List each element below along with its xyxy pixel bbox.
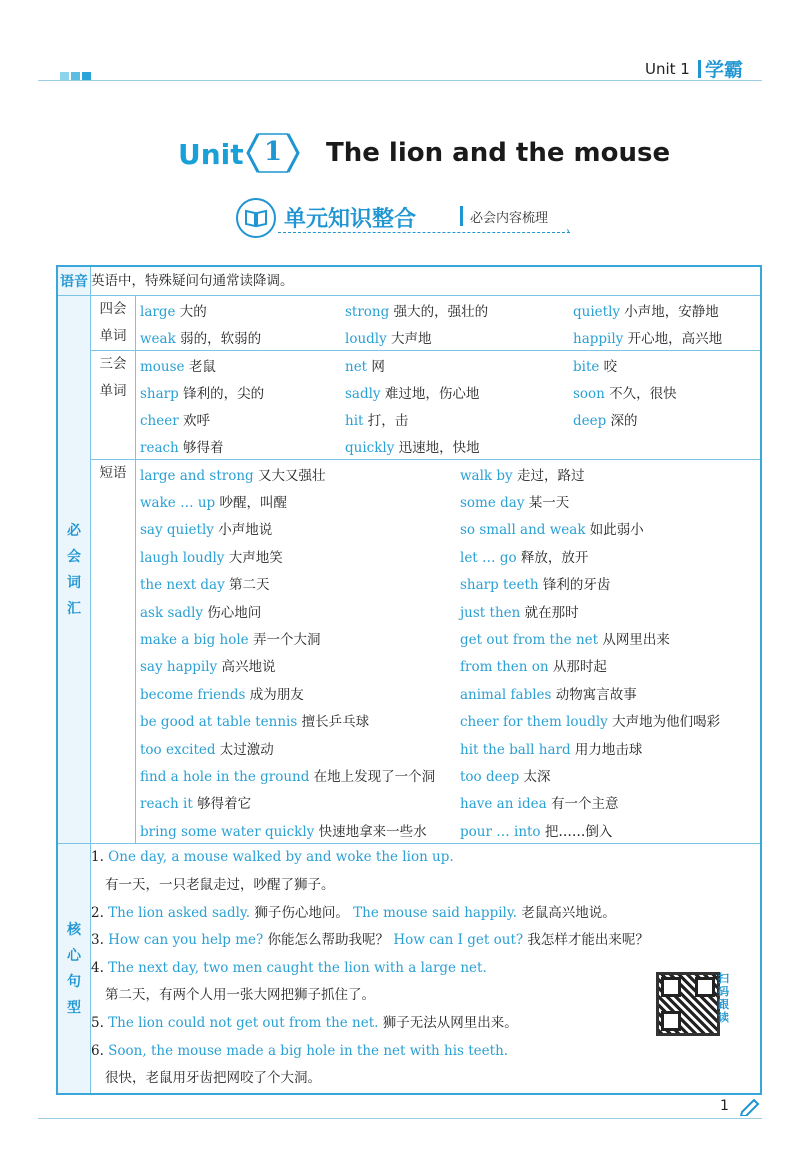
phrase-row — [136, 570, 760, 597]
word-zh: 欢呼 — [178, 412, 210, 429]
sentence-zh: 老鼠高兴地说。 — [516, 904, 616, 921]
word-zh: 吵醒，叫醒 — [215, 495, 287, 512]
sentence-zh: 你能怎么帮助我呢？ — [263, 932, 390, 949]
phrase-col-2 — [460, 765, 760, 785]
word-en: pour … into — [460, 823, 541, 840]
word-zh: 锋利的牙齿 — [538, 577, 611, 594]
arrow-icon: › — [566, 226, 570, 237]
word-col-2 — [345, 436, 573, 456]
phrase-row — [136, 487, 760, 514]
word-en: hit — [345, 412, 364, 429]
phrase-col-1 — [136, 765, 460, 785]
phrase-row — [136, 624, 760, 651]
sentence-num: 4. — [91, 959, 104, 976]
brand-logo — [698, 55, 743, 82]
word-zh: 开心地，高兴地 — [623, 330, 723, 347]
word-row — [136, 323, 760, 350]
word-zh: 咬 — [599, 358, 618, 375]
word-en: wake … up — [140, 495, 216, 512]
word-col-2 — [345, 382, 573, 402]
word-zh: 就在那时 — [520, 604, 579, 621]
word-zh: 大声地为他们喝彩 — [607, 714, 721, 731]
bihui-label — [57, 296, 91, 844]
phrase-row — [136, 597, 760, 624]
word-en: become friends — [140, 686, 246, 703]
sentence-zh: 第二天，有两个人用一张大网把狮子抓住了。 — [105, 987, 375, 1004]
word-en: cheer for them loudly — [460, 714, 608, 731]
word-row — [136, 405, 760, 432]
title-unit-word: Unit — [178, 138, 244, 171]
word-zh: 把……倒入 — [540, 823, 613, 840]
phrase-col-1 — [136, 546, 460, 566]
sentence-en: The lion could not get out from the net. — [103, 1015, 379, 1032]
word-zh: 够得着它 — [192, 796, 252, 813]
sentence-en: Soon, the mouse made a big hole in the net with his teeth. — [103, 1042, 509, 1059]
word-zh: 不久，很快 — [604, 385, 677, 402]
word-en: the next day — [140, 577, 225, 594]
phrase-col-2 — [460, 628, 760, 648]
qr-label: 扫码跟读 — [718, 972, 729, 1024]
word-en: quietly — [573, 303, 621, 320]
word-col-3 — [573, 327, 760, 347]
phrase-col-1 — [136, 464, 460, 484]
word-zh: 大的 — [175, 303, 207, 320]
sentence-en: How can you help me? — [103, 932, 264, 949]
section-title: 单元知识整合 — [284, 207, 417, 232]
core-label — [57, 844, 91, 1094]
qr-code[interactable] — [656, 972, 720, 1036]
word-en: strong — [345, 303, 390, 320]
phrase-col-1 — [136, 655, 460, 675]
word-en: find a hole in the ground — [140, 768, 310, 785]
word-zh: 大声地 — [386, 330, 432, 347]
header-unit-label: Unit 1 — [645, 60, 690, 78]
word-col-1 — [136, 382, 345, 402]
word-row — [136, 296, 760, 323]
phrases-label: 短语 — [91, 460, 136, 844]
word-zh: 老鼠 — [184, 358, 216, 375]
sentence-line — [91, 1065, 760, 1093]
phrase-col-1 — [136, 820, 460, 840]
phrase-col-1 — [136, 491, 460, 511]
sentence-num: 1. — [91, 849, 104, 866]
decorative-squares — [60, 66, 93, 85]
phrase-col-1 — [136, 792, 460, 812]
phrase-row — [136, 515, 760, 542]
title-unit-number: 1 — [263, 137, 283, 167]
word-zh: 太过激动 — [215, 741, 274, 758]
word-zh: 从网里出来 — [598, 632, 670, 649]
word-zh: 弄一个大洞 — [248, 632, 321, 649]
yuyin-text: 英语中，特殊疑问句通常读降调。 — [91, 266, 762, 296]
word-en: too excited — [140, 741, 216, 758]
phrase-col-1 — [136, 601, 460, 621]
phrase-col-2 — [460, 601, 760, 621]
sentence-en: The lion asked sadly. — [103, 904, 251, 921]
word-col-1 — [136, 355, 345, 375]
phrase-col-1 — [136, 738, 460, 758]
phrase-col-2 — [460, 573, 760, 593]
word-col-2 — [345, 327, 573, 347]
word-row — [136, 378, 760, 405]
header-divider — [38, 80, 762, 81]
footer-divider — [38, 1118, 762, 1119]
word-zh: 深的 — [606, 412, 638, 429]
phrase-row — [136, 816, 760, 843]
word-en: let … go — [460, 549, 517, 566]
word-en: mouse — [140, 358, 185, 375]
word-zh: 在地上发现了一个洞 — [309, 768, 436, 785]
sentence-en: One day, a mouse walked by and woke the lion up. — [103, 849, 454, 866]
word-col-2 — [345, 355, 573, 375]
word-en: happily — [573, 330, 624, 347]
word-zh: 锋利的，尖的 — [178, 385, 265, 402]
section-header — [236, 198, 576, 240]
sentence-line — [91, 1038, 760, 1066]
sentence-num: 6. — [91, 1042, 104, 1059]
word-row — [136, 351, 760, 378]
word-col-3 — [573, 355, 760, 375]
word-zh: 高兴地说 — [217, 659, 276, 676]
phrase-col-2 — [460, 655, 760, 675]
word-en: sadly — [345, 385, 381, 402]
phrase-row — [136, 761, 760, 788]
word-en: deep — [573, 412, 607, 429]
word-en: loudly — [345, 330, 387, 347]
word-en: have an idea — [460, 796, 547, 813]
word-en: animal fables — [460, 686, 552, 703]
phrase-col-2 — [460, 683, 760, 703]
sihui-label — [91, 296, 136, 351]
sentence-zh: 狮子无法从网里出来。 — [378, 1015, 518, 1032]
word-en: large and strong — [140, 467, 254, 484]
word-col-3 — [573, 382, 760, 402]
word-en: weak — [140, 330, 176, 347]
knowledge-table — [56, 265, 762, 1095]
phrase-row — [136, 652, 760, 679]
word-col-1 — [136, 327, 345, 347]
word-en: bring some water quickly — [140, 823, 315, 840]
section-divider — [460, 206, 463, 226]
word-zh: 小声地说 — [213, 522, 273, 539]
sentence-zh: 狮子伤心地问。 — [250, 904, 349, 921]
word-en: make a big hole — [140, 632, 249, 649]
word-en: bite — [573, 358, 600, 375]
phrase-col-1 — [136, 683, 460, 703]
phrase-row — [136, 679, 760, 706]
sentence-en: How can I get out? — [389, 932, 524, 949]
word-zh: 大声地笑 — [224, 549, 283, 566]
word-col-1 — [136, 436, 345, 456]
word-zh: 成为朋友 — [245, 686, 304, 703]
word-zh: 如此弱小 — [585, 522, 644, 539]
phrase-col-2 — [460, 738, 760, 758]
sentence-zh: 很快，老鼠用牙齿把网咬了个大洞。 — [105, 1070, 321, 1087]
word-en: large — [140, 303, 176, 320]
sentence-line — [91, 900, 760, 928]
sihui-label-text: 四会单词 — [99, 301, 127, 344]
sihui-words — [136, 296, 762, 351]
word-en: some day — [460, 495, 525, 512]
word-zh: 擅长乒乓球 — [297, 714, 370, 731]
sanhui-words — [136, 351, 762, 460]
word-en: just then — [460, 604, 521, 621]
word-en: hit the ball hard — [460, 741, 571, 758]
brand-text: 学霸 — [705, 59, 744, 81]
word-row — [136, 432, 760, 459]
sanhui-label — [91, 351, 136, 460]
sanhui-label-text: 三会单词 — [99, 356, 127, 399]
phrase-row — [136, 707, 760, 734]
word-col-1 — [136, 409, 345, 429]
phrase-col-2 — [460, 518, 760, 538]
word-en: be good at table tennis — [140, 714, 298, 731]
word-en: reach it — [140, 796, 193, 813]
word-col-2 — [345, 409, 573, 429]
word-zh: 伤心地问 — [203, 604, 262, 621]
sentence-line — [91, 844, 760, 872]
word-zh: 从那时起 — [548, 659, 607, 676]
word-en: so small and weak — [460, 522, 586, 539]
word-col-3 — [573, 409, 760, 429]
phrase-row — [136, 734, 760, 761]
title-text: The lion and the mouse — [326, 138, 671, 168]
phrase-row — [136, 789, 760, 816]
word-zh: 又大又强壮 — [253, 467, 326, 484]
word-en: laugh loudly — [140, 549, 225, 566]
page-number: 1 — [720, 1098, 729, 1114]
phrase-row — [136, 542, 760, 569]
section-subtitle: 必会内容梳理 — [470, 211, 549, 226]
word-zh: 某一天 — [524, 495, 570, 512]
word-col-1 — [136, 300, 345, 320]
word-en: too deep — [460, 768, 520, 785]
word-zh: 用力地击球 — [570, 741, 643, 758]
phrase-col-2 — [460, 792, 760, 812]
bihui-label-text: 必会词汇 — [67, 522, 81, 617]
word-zh: 小声地，安静地 — [620, 303, 719, 320]
word-en: cheer — [140, 412, 179, 429]
yuyin-label: 语音 — [57, 266, 91, 296]
word-en: get out from the net — [460, 632, 599, 649]
word-zh: 动物寓言故事 — [551, 686, 637, 703]
phrase-col-2 — [460, 491, 760, 511]
word-zh: 快速地拿来一些水 — [314, 823, 427, 840]
word-en: say quietly — [140, 522, 214, 539]
word-zh: 强大的，强壮的 — [389, 303, 489, 320]
phrase-col-2 — [460, 464, 760, 484]
phrase-col-2 — [460, 710, 760, 730]
word-zh: 难过地，伤心地 — [380, 385, 480, 402]
phrase-col-2 — [460, 820, 760, 840]
core-label-text: 核心句型 — [67, 921, 81, 1016]
word-zh: 太深 — [519, 768, 551, 785]
word-col-2 — [345, 300, 573, 320]
word-zh: 迅速地，快地 — [394, 439, 480, 456]
word-en: sharp — [140, 385, 179, 402]
word-en: from then on — [460, 659, 549, 676]
word-zh: 走过，路过 — [512, 467, 585, 484]
word-en: sharp teeth — [460, 577, 539, 594]
word-zh: 第二天 — [224, 577, 270, 594]
word-col-3 — [573, 300, 760, 320]
word-zh: 释放，放开 — [516, 549, 589, 566]
phrase-row — [136, 460, 760, 487]
sentence-en: The mouse said happily. — [348, 904, 517, 921]
word-zh: 弱的，软弱的 — [175, 330, 262, 347]
word-zh: 够得着 — [178, 439, 224, 456]
sentence-num: 2. — [91, 904, 104, 921]
word-en: reach — [140, 439, 179, 456]
phrases-list — [136, 460, 762, 844]
sentence-en: The next day, two men caught the lion with a large net. — [103, 959, 487, 976]
page-title — [0, 130, 800, 180]
phrase-col-1 — [136, 710, 460, 730]
word-en: say happily — [140, 659, 218, 676]
word-zh: 有一个主意 — [546, 796, 619, 813]
core-sentences — [91, 844, 762, 1094]
book-icon — [236, 198, 276, 238]
word-en: soon — [573, 385, 605, 402]
word-en: quickly — [345, 439, 395, 456]
phrase-col-1 — [136, 628, 460, 648]
sentence-zh: 我怎样才能出来呢？ — [523, 932, 649, 949]
section-underline — [278, 232, 570, 233]
phrase-col-1 — [136, 518, 460, 538]
word-en: walk by — [460, 467, 513, 484]
phrase-col-2 — [460, 546, 760, 566]
sentence-num: 5. — [91, 1015, 104, 1032]
phrase-col-1 — [136, 573, 460, 593]
word-en: ask sadly — [140, 604, 204, 621]
sentence-line — [91, 872, 760, 900]
pencil-icon — [738, 1096, 762, 1116]
word-en: net — [345, 358, 368, 375]
sentence-line — [91, 927, 760, 955]
unit-number-badge — [244, 130, 302, 176]
sentence-zh: 有一天，一只老鼠走过，吵醒了狮子。 — [105, 877, 335, 894]
word-zh: 打，击 — [363, 412, 409, 429]
word-zh: 网 — [367, 358, 385, 375]
sentence-num: 3. — [91, 932, 104, 949]
